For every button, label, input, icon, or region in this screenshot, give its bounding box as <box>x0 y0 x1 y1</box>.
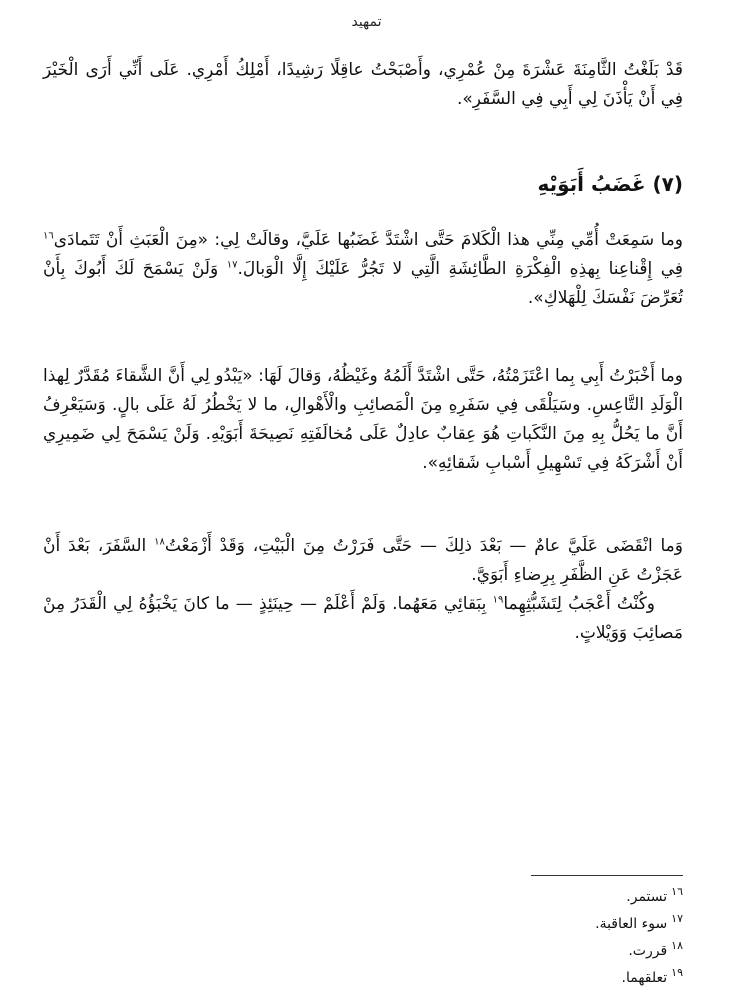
paragraph-5-text <box>43 590 683 648</box>
footnote-number: ١٨ <box>671 939 683 953</box>
footnote-number: ١٩ <box>671 966 683 980</box>
paragraph-3-text: وما أَخْبَرْتُ أَبِي بِما اعْتَزَمْتُهُ، حَتَّى اشْتَدَّ أَلَمُهُ وغَيْظُهُ، وَقالَ لَهَا: «يَبْدُو لِي أَنَّ الشَّقاءَ مُقَدَّرٌ لِهذا الْوَلَدِ التَّاعِسِ. وسَيَلْقَى فِي سَفَرِهِ مِنَ الْمَصائِبِ والْأَهْوالِ، ما لا يَخْطُرُ لَهُ عَلَى بالٍ. وَسَيَعْرِفُ أَنَّ ما يَحُلُّ بِهِ مِنَ النَّكَباتِ هُوَ عِقابٌ عادِلٌ عَلَى مُخالَفَتِهِ نَصِيحَةَ أَبَوَيْهِ. وَلَنْ يَسْمَحَ لِي ضَمِيرِي أَنْ أَشْرَكَهُ فِي تَسْهِيلِ أَسْبابِ شَقائِهِ». <box>43 366 683 473</box>
footnote-text: تعلقهما. <box>621 970 668 986</box>
footnote-text: قررت. <box>628 943 668 959</box>
note-mark-18: ١٨ <box>154 536 165 548</box>
note-mark-19: ١٩ <box>492 594 504 606</box>
footnote-19 <box>383 965 683 992</box>
paragraph-2-part-b: فِي إِقْناعِنا بِهذِهِ الْفِكْرَةِ الطَّائِشَةِ الَّتِي لا تَجُرُّ عَلَيْكَ إِلَّا الْوَبالَ. <box>237 259 683 279</box>
footnote-separator <box>531 875 683 876</box>
section-heading: (٧) غَضَبُ أَبَوَيْهِ <box>537 172 683 196</box>
paragraph-1-text: قَدْ بَلَغْتُ الثَّامِنَةَ عَشْرَةَ مِنْ عُمْرِي، وأَصْبَحْتُ عاقِلًا رَشِيدًا، أَمْلِكُ أَمْرِي. عَلَى أَنِّي أَرَى الْخَيْرَ فِي أَنْ يَأْذَنَ لِي أَبِي فِي السَّفَرِ». <box>43 60 683 109</box>
footnotes <box>383 884 683 992</box>
paragraph-2-part-a: وما سَمِعَتْ أُمِّي مِنِّي هذا الْكَلامَ حَتَّى اشْتَدَّ غَضَبُها عَلَيَّ، وقالَتْ لِي: «مِنَ الْعَبَثِ أَنْ تَتَمادَى <box>53 230 683 250</box>
paragraph-2 <box>43 226 683 313</box>
note-mark-17: ١٧ <box>226 259 238 271</box>
paragraph-4-part-b: السَّفَرَ، بَعْدَ أَنْ عَجَزْتُ عَنِ الظَّفَرِ بِرِضاءِ أَبَوَيَّ. <box>43 536 683 585</box>
paragraph-1 <box>43 56 683 114</box>
footnote-18 <box>383 938 683 965</box>
running-head: تمهيد <box>351 14 382 30</box>
footnote-number: ١٦ <box>671 885 683 899</box>
note-mark-16: ١٦ <box>43 230 54 242</box>
paragraph-2-part-c: وَلَنْ يَسْمَحَ لَكَ أَبُوكَ بِأَنْ تُعَرِّضَ نَفْسَكَ لِلْهَلاكِ». <box>43 259 683 308</box>
footnote-text: سوء العاقبة. <box>595 916 668 932</box>
paragraph-5-part-a: وكُنْتُ أَعْجَبُ لِتَشَبُّثِهِما <box>503 594 656 614</box>
footnote-17 <box>383 911 683 938</box>
paragraph-4-text <box>43 532 683 590</box>
paragraph-4 <box>43 532 683 648</box>
footnote-number: ١٧ <box>671 912 683 926</box>
footnote-16 <box>383 884 683 911</box>
footnote-text: تستمر. <box>626 889 668 905</box>
paragraph-3 <box>43 362 683 478</box>
paragraph-5-part-b: بِبَقائِي مَعَهُما. وَلَمْ أَعْلَمْ — حِينَئِذٍ — ما كانَ يَخْبَؤُهُ لِي الْقَدَرُ مِنْ مَصائِبَ وَوَيْلاتٍ. <box>43 594 683 643</box>
paragraph-2-text <box>43 226 683 313</box>
paragraph-4-part-a: وَما انْقَضَى عَلَيَّ عامٌ — بَعْدَ ذلِكَ — حَتَّى فَرَرْتُ مِنَ الْبَيْتِ، وَقَدْ أَزْمَعْتُ <box>164 536 683 556</box>
